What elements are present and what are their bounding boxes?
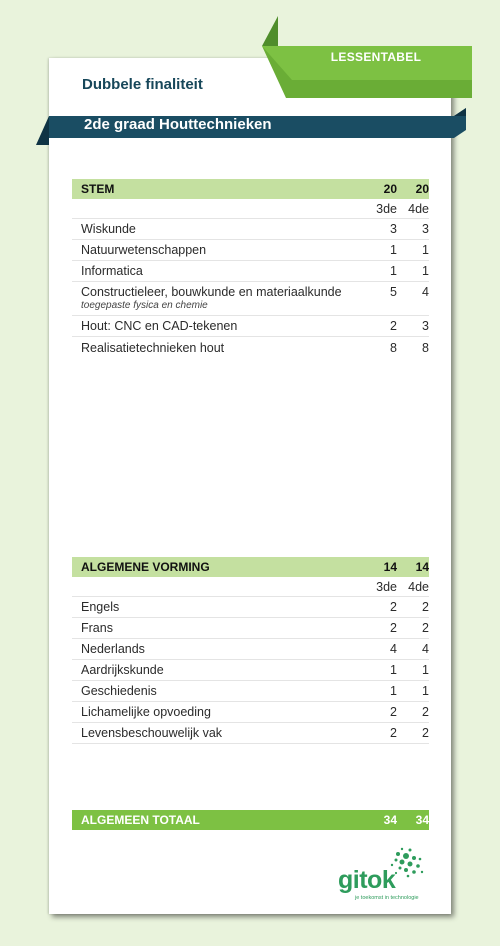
table-row: Frans 2 2 [72,618,429,639]
stem-grade-header [72,199,429,219]
table-row: Natuurwetenschappen 1 1 [72,240,429,261]
row-label: Constructieleer, bouwkunde en materiaalkunde [81,284,342,299]
table-row: Constructieleer, bouwkunde en materiaalkunde toegepaste fysica en chemie 5 4 [72,282,429,316]
grade-4de: 4de [408,579,429,594]
stem-total-3de: 20 [383,182,397,196]
stem-total-4de: 20 [415,182,429,196]
table-row: Engels 2 2 [72,597,429,618]
gitok-logo-word: gitok [338,866,396,894]
stem-title: STEM [81,182,115,196]
stem-table [72,179,429,358]
totaal-3de: 34 [383,813,397,827]
table-row: Levensbeschouwelijk vak 2 2 [72,723,429,744]
algemeen-header [72,557,429,577]
table-row: Geschiedenis 1 1 [72,681,429,702]
table-row: Realisatietechnieken hout 8 8 [81,340,429,355]
stem-header [72,179,429,199]
table-row: Informatica 1 1 [72,261,429,282]
page-subtitle: Dubbele finaliteit [82,76,203,93]
totaal-label: ALGEMEEN TOTAAL [81,813,200,827]
algemene-vorming-table [72,557,429,744]
gitok-tagline: je toekomst in technologie [355,895,419,901]
table-row: Hout: CNC en CAD-tekenen 2 3 [72,316,429,337]
grade-4de: 4de [408,201,429,216]
algemeen-grade-header [72,577,429,597]
row-note: toegepaste fysica en chemie [81,299,208,311]
totaal-4de: 34 [415,813,429,827]
grade-3de: 3de [376,201,397,216]
table-row: Lichamelijke opvoeding 2 2 [72,702,429,723]
table-row: Wiskunde 3 3 [72,219,429,240]
ribbon-label: LESSENTABEL [330,50,422,64]
table-row: Nederlands 4 4 [72,639,429,660]
algemeen-totaal-bar [72,810,429,830]
algemeen-title: ALGEMENE VORMING [81,560,210,574]
page-title: 2de graad Houttechnieken [84,116,272,133]
grade-3de: 3de [376,579,397,594]
table-row: Aardrijkskunde 1 1 [72,660,429,681]
algemeen-total-3de: 14 [383,560,397,574]
algemeen-total-4de: 14 [415,560,429,574]
